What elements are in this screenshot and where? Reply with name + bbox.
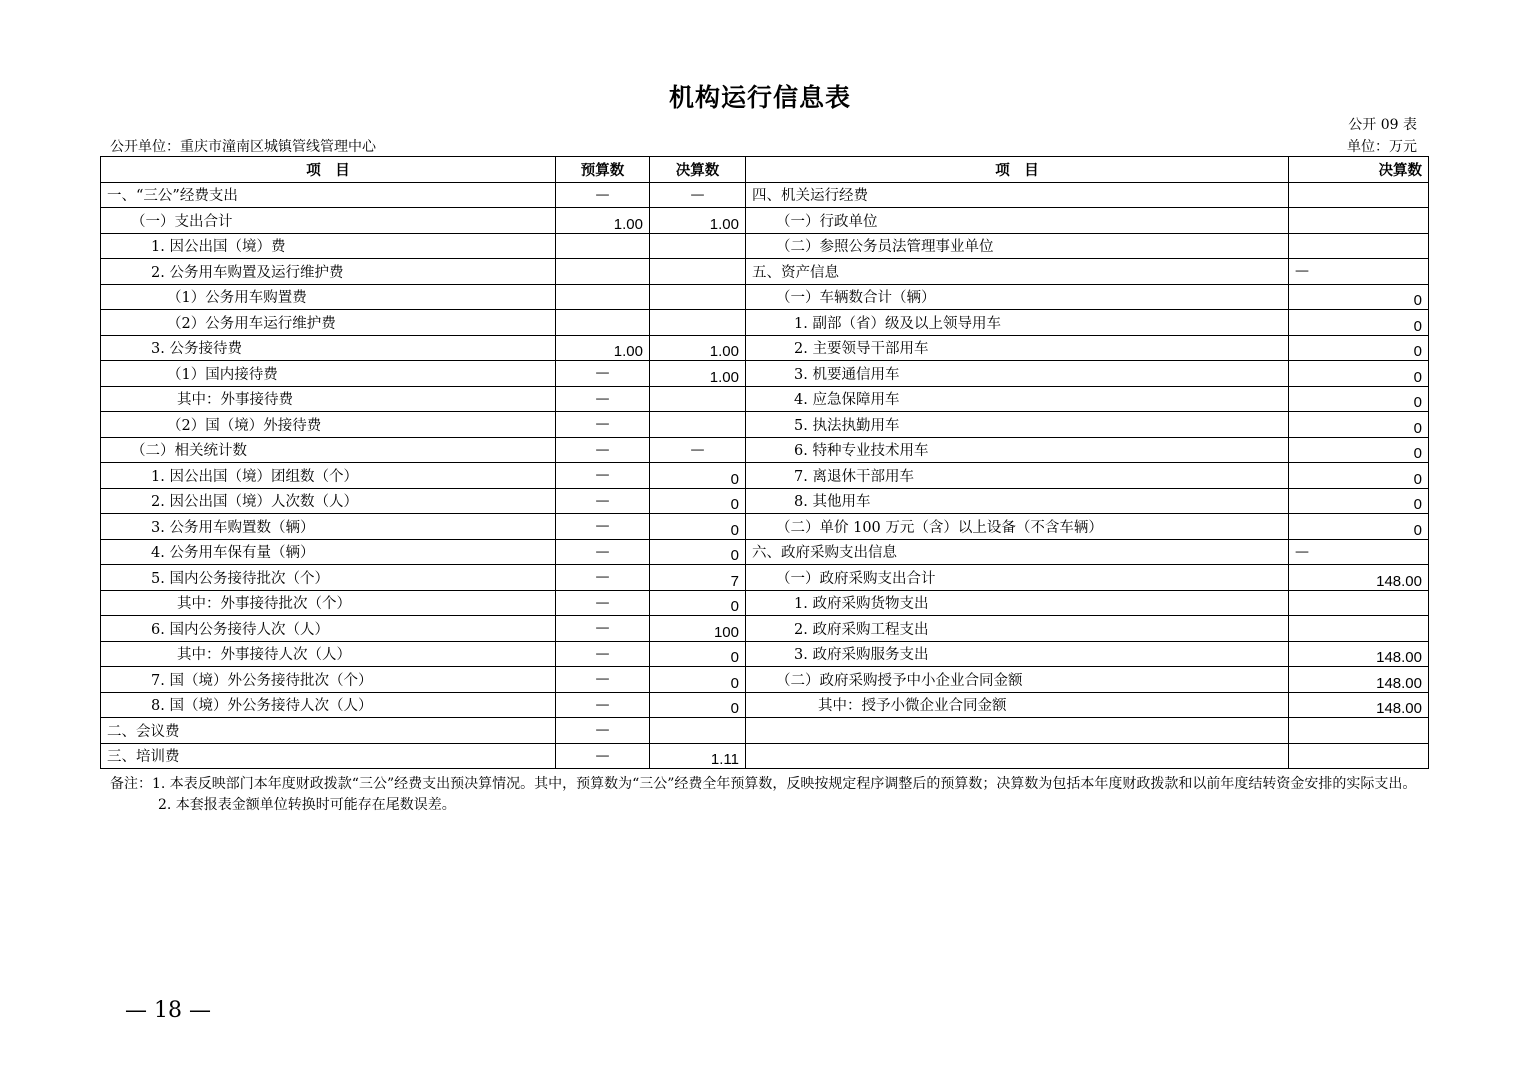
- final-right-cell: —: [1289, 259, 1429, 285]
- table-row: [101, 361, 1429, 387]
- table-row: [101, 743, 1429, 769]
- table-row: [101, 233, 1429, 259]
- budget-cell: —: [556, 463, 650, 489]
- final-right-cell: 0: [1289, 361, 1429, 387]
- budget-cell: —: [556, 514, 650, 540]
- right-item-cell: （一）政府采购支出合计: [746, 565, 1289, 591]
- left-item-cell: 5. 国内公务接待批次（个）: [101, 565, 556, 591]
- left-item-cell: （1）公务用车购置费: [101, 284, 556, 310]
- final-left-cell: —: [650, 437, 746, 463]
- table-row: [101, 616, 1429, 642]
- table-row: [101, 335, 1429, 361]
- budget-cell: [556, 310, 650, 336]
- table-row: [101, 259, 1429, 285]
- left-item-cell: （一）支出合计: [101, 208, 556, 234]
- right-item-cell: 六、政府采购支出信息: [746, 539, 1289, 565]
- left-item-cell: 1. 因公出国（境）团组数（个）: [101, 463, 556, 489]
- left-item-cell: 三、培训费: [101, 743, 556, 769]
- budget-cell: —: [556, 718, 650, 744]
- right-item-cell: 2. 政府采购工程支出: [746, 616, 1289, 642]
- left-item-cell: （2）国（境）外接待费: [101, 412, 556, 438]
- table-row: [101, 539, 1429, 565]
- final-right-cell: 0: [1289, 412, 1429, 438]
- final-right-cell: 0: [1289, 386, 1429, 412]
- table-row: [101, 641, 1429, 667]
- table-row: [101, 667, 1429, 693]
- table-body: [101, 182, 1429, 769]
- page-title: 机构运行信息表: [668, 83, 851, 112]
- table-row: [101, 718, 1429, 744]
- final-left-cell: [650, 412, 746, 438]
- final-right-cell: 0: [1289, 514, 1429, 540]
- final-left-cell: 1.00: [650, 335, 746, 361]
- right-item-cell: 1. 副部（省）级及以上领导用车: [746, 310, 1289, 336]
- budget-cell: —: [556, 590, 650, 616]
- header-budget: 预算数: [556, 157, 650, 183]
- final-right-cell: 0: [1289, 488, 1429, 514]
- notes: [110, 774, 1420, 816]
- table-row: [101, 412, 1429, 438]
- left-item-cell: 其中：外事接待人次（人）: [101, 641, 556, 667]
- left-item-cell: 3. 公务用车购置数（辆）: [101, 514, 556, 540]
- left-item-cell: 8. 国（境）外公务接待人次（人）: [101, 692, 556, 718]
- budget-cell: —: [556, 743, 650, 769]
- table-row: [101, 514, 1429, 540]
- final-left-cell: 0: [650, 641, 746, 667]
- left-item-cell: 1. 因公出国（境）费: [101, 233, 556, 259]
- right-item-cell: 3. 政府采购服务支出: [746, 641, 1289, 667]
- left-item-cell: 二、会议费: [101, 718, 556, 744]
- right-item-cell: 4. 应急保障用车: [746, 386, 1289, 412]
- final-right-cell: [1289, 743, 1429, 769]
- right-item-cell: 6. 特种专业技术用车: [746, 437, 1289, 463]
- table-row: [101, 437, 1429, 463]
- final-left-cell: [650, 310, 746, 336]
- right-item-cell: [746, 718, 1289, 744]
- table-header-row: [101, 157, 1429, 183]
- right-item-cell: 五、资产信息: [746, 259, 1289, 285]
- right-item-cell: 8. 其他用车: [746, 488, 1289, 514]
- left-item-cell: 其中：外事接待费: [101, 386, 556, 412]
- final-right-cell: 0: [1289, 335, 1429, 361]
- page-number: — 18 —: [125, 998, 211, 1023]
- final-right-cell: 148.00: [1289, 641, 1429, 667]
- final-right-cell: —: [1289, 539, 1429, 565]
- final-left-cell: 100: [650, 616, 746, 642]
- final-right-cell: 0: [1289, 437, 1429, 463]
- right-item-cell: 四、机关运行经费: [746, 182, 1289, 208]
- left-item-cell: 2. 因公出国（境）人次数（人）: [101, 488, 556, 514]
- left-item-cell: （二）相关统计数: [101, 437, 556, 463]
- right-item-cell: （一）车辆数合计（辆）: [746, 284, 1289, 310]
- budget-cell: 1.00: [556, 208, 650, 234]
- budget-cell: —: [556, 488, 650, 514]
- final-right-cell: [1289, 590, 1429, 616]
- budget-cell: —: [556, 539, 650, 565]
- right-item-cell: 1. 政府采购货物支出: [746, 590, 1289, 616]
- right-item-cell: 5. 执法执勤用车: [746, 412, 1289, 438]
- budget-cell: —: [556, 412, 650, 438]
- budget-cell: 1.00: [556, 335, 650, 361]
- right-item-cell: 7. 离退休干部用车: [746, 463, 1289, 489]
- table-row: [101, 284, 1429, 310]
- final-right-cell: [1289, 718, 1429, 744]
- budget-cell: [556, 259, 650, 285]
- table-row: [101, 692, 1429, 718]
- final-left-cell: —: [650, 182, 746, 208]
- table-row: [101, 208, 1429, 234]
- table-row: [101, 386, 1429, 412]
- budget-cell: —: [556, 182, 650, 208]
- right-item-cell: （二）单价 100 万元（含）以上设备（不含车辆）: [746, 514, 1289, 540]
- final-left-cell: [650, 284, 746, 310]
- right-item-cell: （一）行政单位: [746, 208, 1289, 234]
- final-left-cell: 0: [650, 590, 746, 616]
- header-left-item: 项 目: [101, 157, 556, 183]
- right-item-cell: 2. 主要领导干部用车: [746, 335, 1289, 361]
- left-item-cell: （1）国内接待费: [101, 361, 556, 387]
- budget-cell: —: [556, 692, 650, 718]
- header-final-right: 决算数: [1289, 157, 1429, 183]
- final-left-cell: 7: [650, 565, 746, 591]
- final-right-cell: [1289, 208, 1429, 234]
- right-item-cell: （二）参照公务员法管理事业单位: [746, 233, 1289, 259]
- final-left-cell: 0: [650, 514, 746, 540]
- table-row: [101, 310, 1429, 336]
- left-item-cell: 一、“三公”经费支出: [101, 182, 556, 208]
- right-item-cell: [746, 743, 1289, 769]
- budget-cell: —: [556, 565, 650, 591]
- final-left-cell: 0: [650, 667, 746, 693]
- left-item-cell: 3. 公务接待费: [101, 335, 556, 361]
- form-number: 公开 09 表: [1348, 117, 1417, 133]
- final-left-cell: 0: [650, 692, 746, 718]
- table-row: [101, 182, 1429, 208]
- final-left-cell: 1.00: [650, 208, 746, 234]
- note-1: 备注：1. 本表反映部门本年度财政拨款“三公”经费支出预决算情况。其中，预算数为“三公”经费全年预算数，反映按规定程序调整后的预算数；决算数为包括本年度财政拨款和以前年度结转资金安排的实际支出。: [110, 776, 1417, 792]
- final-left-cell: 0: [650, 488, 746, 514]
- note-2: 2. 本套报表金额单位转换时可能存在尾数误差。: [158, 797, 456, 813]
- budget-cell: —: [556, 386, 650, 412]
- right-item-cell: 3. 机要通信用车: [746, 361, 1289, 387]
- final-left-cell: [650, 233, 746, 259]
- institution-operation-table: [100, 156, 1429, 769]
- budget-cell: —: [556, 667, 650, 693]
- final-right-cell: [1289, 233, 1429, 259]
- budget-cell: —: [556, 361, 650, 387]
- left-item-cell: 7. 国（境）外公务接待批次（个）: [101, 667, 556, 693]
- left-item-cell: 其中：外事接待批次（个）: [101, 590, 556, 616]
- final-right-cell: 148.00: [1289, 692, 1429, 718]
- final-right-cell: 0: [1289, 284, 1429, 310]
- budget-cell: —: [556, 616, 650, 642]
- final-left-cell: 1.11: [650, 743, 746, 769]
- table-row: [101, 590, 1429, 616]
- final-right-cell: 148.00: [1289, 565, 1429, 591]
- final-left-cell: [650, 386, 746, 412]
- left-item-cell: （2）公务用车运行维护费: [101, 310, 556, 336]
- left-item-cell: 6. 国内公务接待人次（人）: [101, 616, 556, 642]
- left-item-cell: 4. 公务用车保有量（辆）: [101, 539, 556, 565]
- budget-cell: —: [556, 437, 650, 463]
- right-item-cell: （二）政府采购授予中小企业合同金额: [746, 667, 1289, 693]
- final-left-cell: [650, 259, 746, 285]
- final-left-cell: 0: [650, 463, 746, 489]
- final-left-cell: 0: [650, 539, 746, 565]
- currency-unit: 单位：万元: [1347, 139, 1417, 155]
- final-right-cell: [1289, 182, 1429, 208]
- table-row: [101, 488, 1429, 514]
- budget-cell: [556, 233, 650, 259]
- final-right-cell: 148.00: [1289, 667, 1429, 693]
- header-right-item: 项 目: [746, 157, 1289, 183]
- final-right-cell: [1289, 616, 1429, 642]
- header-final-left: 决算数: [650, 157, 746, 183]
- reporting-unit: 公开单位：重庆市潼南区城镇管线管理中心: [110, 139, 376, 155]
- final-left-cell: [650, 718, 746, 744]
- final-right-cell: 0: [1289, 463, 1429, 489]
- final-left-cell: 1.00: [650, 361, 746, 387]
- left-item-cell: 2. 公务用车购置及运行维护费: [101, 259, 556, 285]
- right-item-cell: 其中：授予小微企业合同金额: [746, 692, 1289, 718]
- final-right-cell: 0: [1289, 310, 1429, 336]
- table-row: [101, 463, 1429, 489]
- table-row: [101, 565, 1429, 591]
- budget-cell: —: [556, 641, 650, 667]
- budget-cell: [556, 284, 650, 310]
